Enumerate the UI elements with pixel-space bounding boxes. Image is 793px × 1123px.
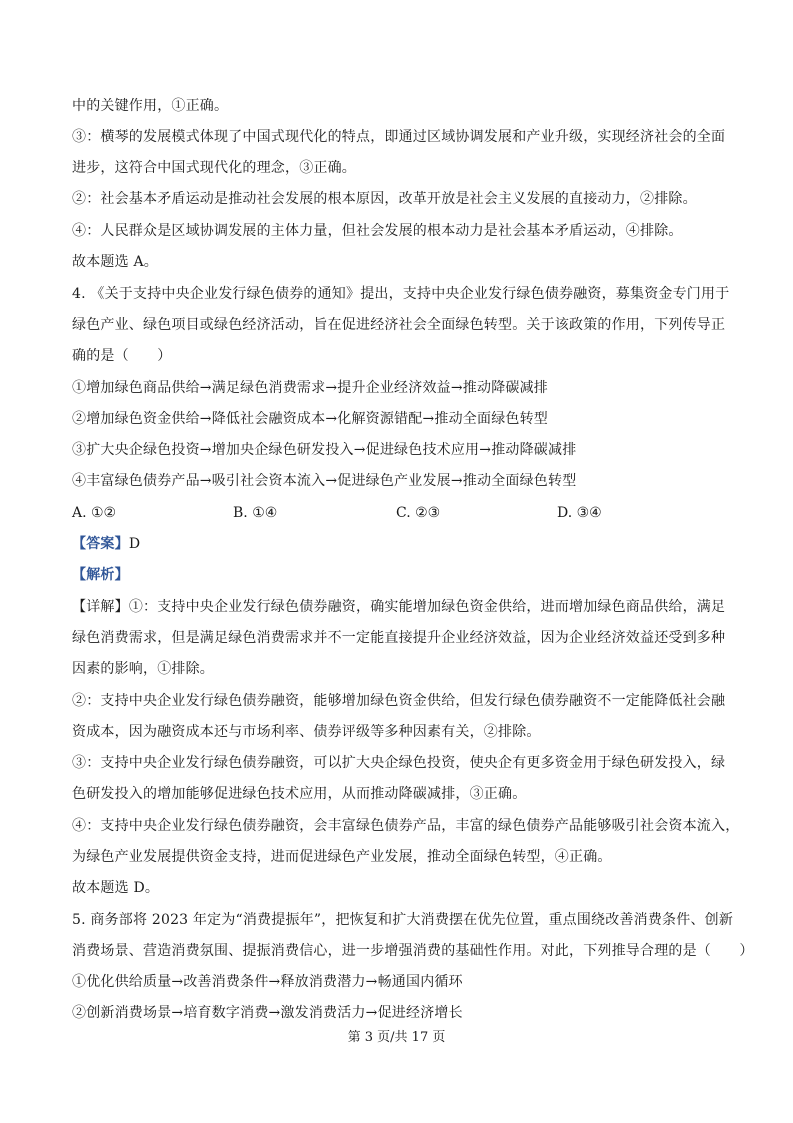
question-4-stem: 确的是（ ） [72, 348, 172, 364]
text-line: ②：社会基本矛盾运动是推动社会发展的根本原因，改革开放是社会主义发展的直接动力，②排除。 [72, 191, 697, 207]
question-4-stem: 4. 《关于支持中央企业发行绿色债券的通知》提出，支持中央企业发行绿色债券融资，募集资金专门用于 [72, 286, 730, 302]
option-c: C. ②③ [396, 505, 441, 521]
text-line: 为绿色产业发展提供资金支持，进而促进绿色产业发展，推动全面绿色转型，④正确。 [72, 849, 612, 865]
analysis-tag: 【解析】 [72, 567, 129, 583]
question-4-item: ①增加绿色商品供给→满足绿色消费需求→提升企业经济效益→推动降碳减排 [72, 380, 548, 396]
option-a: A. ①② [72, 505, 117, 521]
answer-line [72, 535, 140, 553]
question-4-stem: 绿色产业、绿色项目或绿色经济活动，旨在促进经济社会全面绿色转型。关于该政策的作用，下列传导正 [72, 317, 726, 333]
analysis-line [72, 566, 129, 584]
question-4-item: ③扩大央企绿色投资→增加央企绿色研发投入→促进绿色技术应用→推动降碳减排 [72, 442, 577, 458]
text-line: 故本题选 A。 [72, 254, 158, 270]
text-line: ③：横琴的发展模式体现了中国式现代化的特点，即通过区域协调发展和产业升级，实现经济社会的全面 [72, 129, 726, 145]
question-5-stem: 5. 商务部将 2023 年定为“消费提振年”，把恢复和扩大消费摆在优先位置，重点围绕改善消费条件、创新 [72, 912, 734, 928]
option-d: D. ③④ [557, 505, 602, 521]
question-5-item: ①优化供给质量→改善消费条件→释放消费潜力→畅通国内循环 [72, 974, 463, 990]
text-line: 进步，这符合中国式现代化的理念，③正确。 [72, 160, 356, 176]
question-4-item: ④丰富绿色债券产品→吸引社会资本流入→促进绿色产业发展→推动全面绿色转型 [72, 473, 577, 489]
text-line: ④：人民群众是区域协调发展的主体力量，但社会发展的根本动力是社会基本矛盾运动，④排除。 [72, 223, 683, 239]
answer-value: D [128, 536, 141, 552]
text-line: 故本题选 D。 [72, 880, 160, 896]
text-line: 绿色消费需求，但是满足绿色消费需求并不一定能直接提升企业经济效益，因为企业经济效益还受到多种 [72, 630, 726, 646]
text-line: ④：支持中央企业发行绿色债券融资，会丰富绿色债券产品，丰富的绿色债券产品能够吸引社会资本流入， [72, 818, 740, 834]
question-4-item: ②增加绿色资金供给→降低社会融资成本→化解资源错配→推动全面绿色转型 [72, 411, 548, 427]
page-footer: 第 3 页/共 17 页 [347, 1030, 446, 1045]
text-line: 资成本，因为融资成本还与市场利率、债券评级等多种因素有关，②排除。 [72, 724, 541, 740]
detail-text: ①：支持中央企业发行绿色债券融资，确实能增加绿色资金供给，进而增加绿色商品供给，满足 [128, 599, 726, 615]
question-5-item: ②创新消费场景→培育数字消费→激发消费活力→促进经济增长 [72, 1005, 463, 1021]
text-line: 中的关键作用，①正确。 [72, 98, 229, 114]
text-line: 色研发投入的增加能够促进绿色技术应用，从而推动降碳减排，③正确。 [72, 786, 527, 802]
question-5-stem: 消费场景、营造消费氛围、提振消费信心，进一步增强消费的基础性作用。对此，下列推导合理的是（ ） [72, 943, 754, 959]
detail-tag: 【详解】 [72, 599, 129, 615]
text-line: ②：支持中央企业发行绿色债券融资，能够增加绿色资金供给，但发行绿色债券融资不一定能降低社会融 [72, 693, 726, 709]
text-line: 因素的影响，①排除。 [72, 661, 214, 677]
answer-tag: 【答案】 [72, 536, 129, 552]
text-line: ③：支持中央企业发行绿色债券融资，可以扩大央企绿色投资，使央企有更多资金用于绿色研发投入，绿 [72, 755, 726, 771]
detail-line [72, 598, 725, 616]
option-b: B. ①④ [233, 505, 278, 521]
